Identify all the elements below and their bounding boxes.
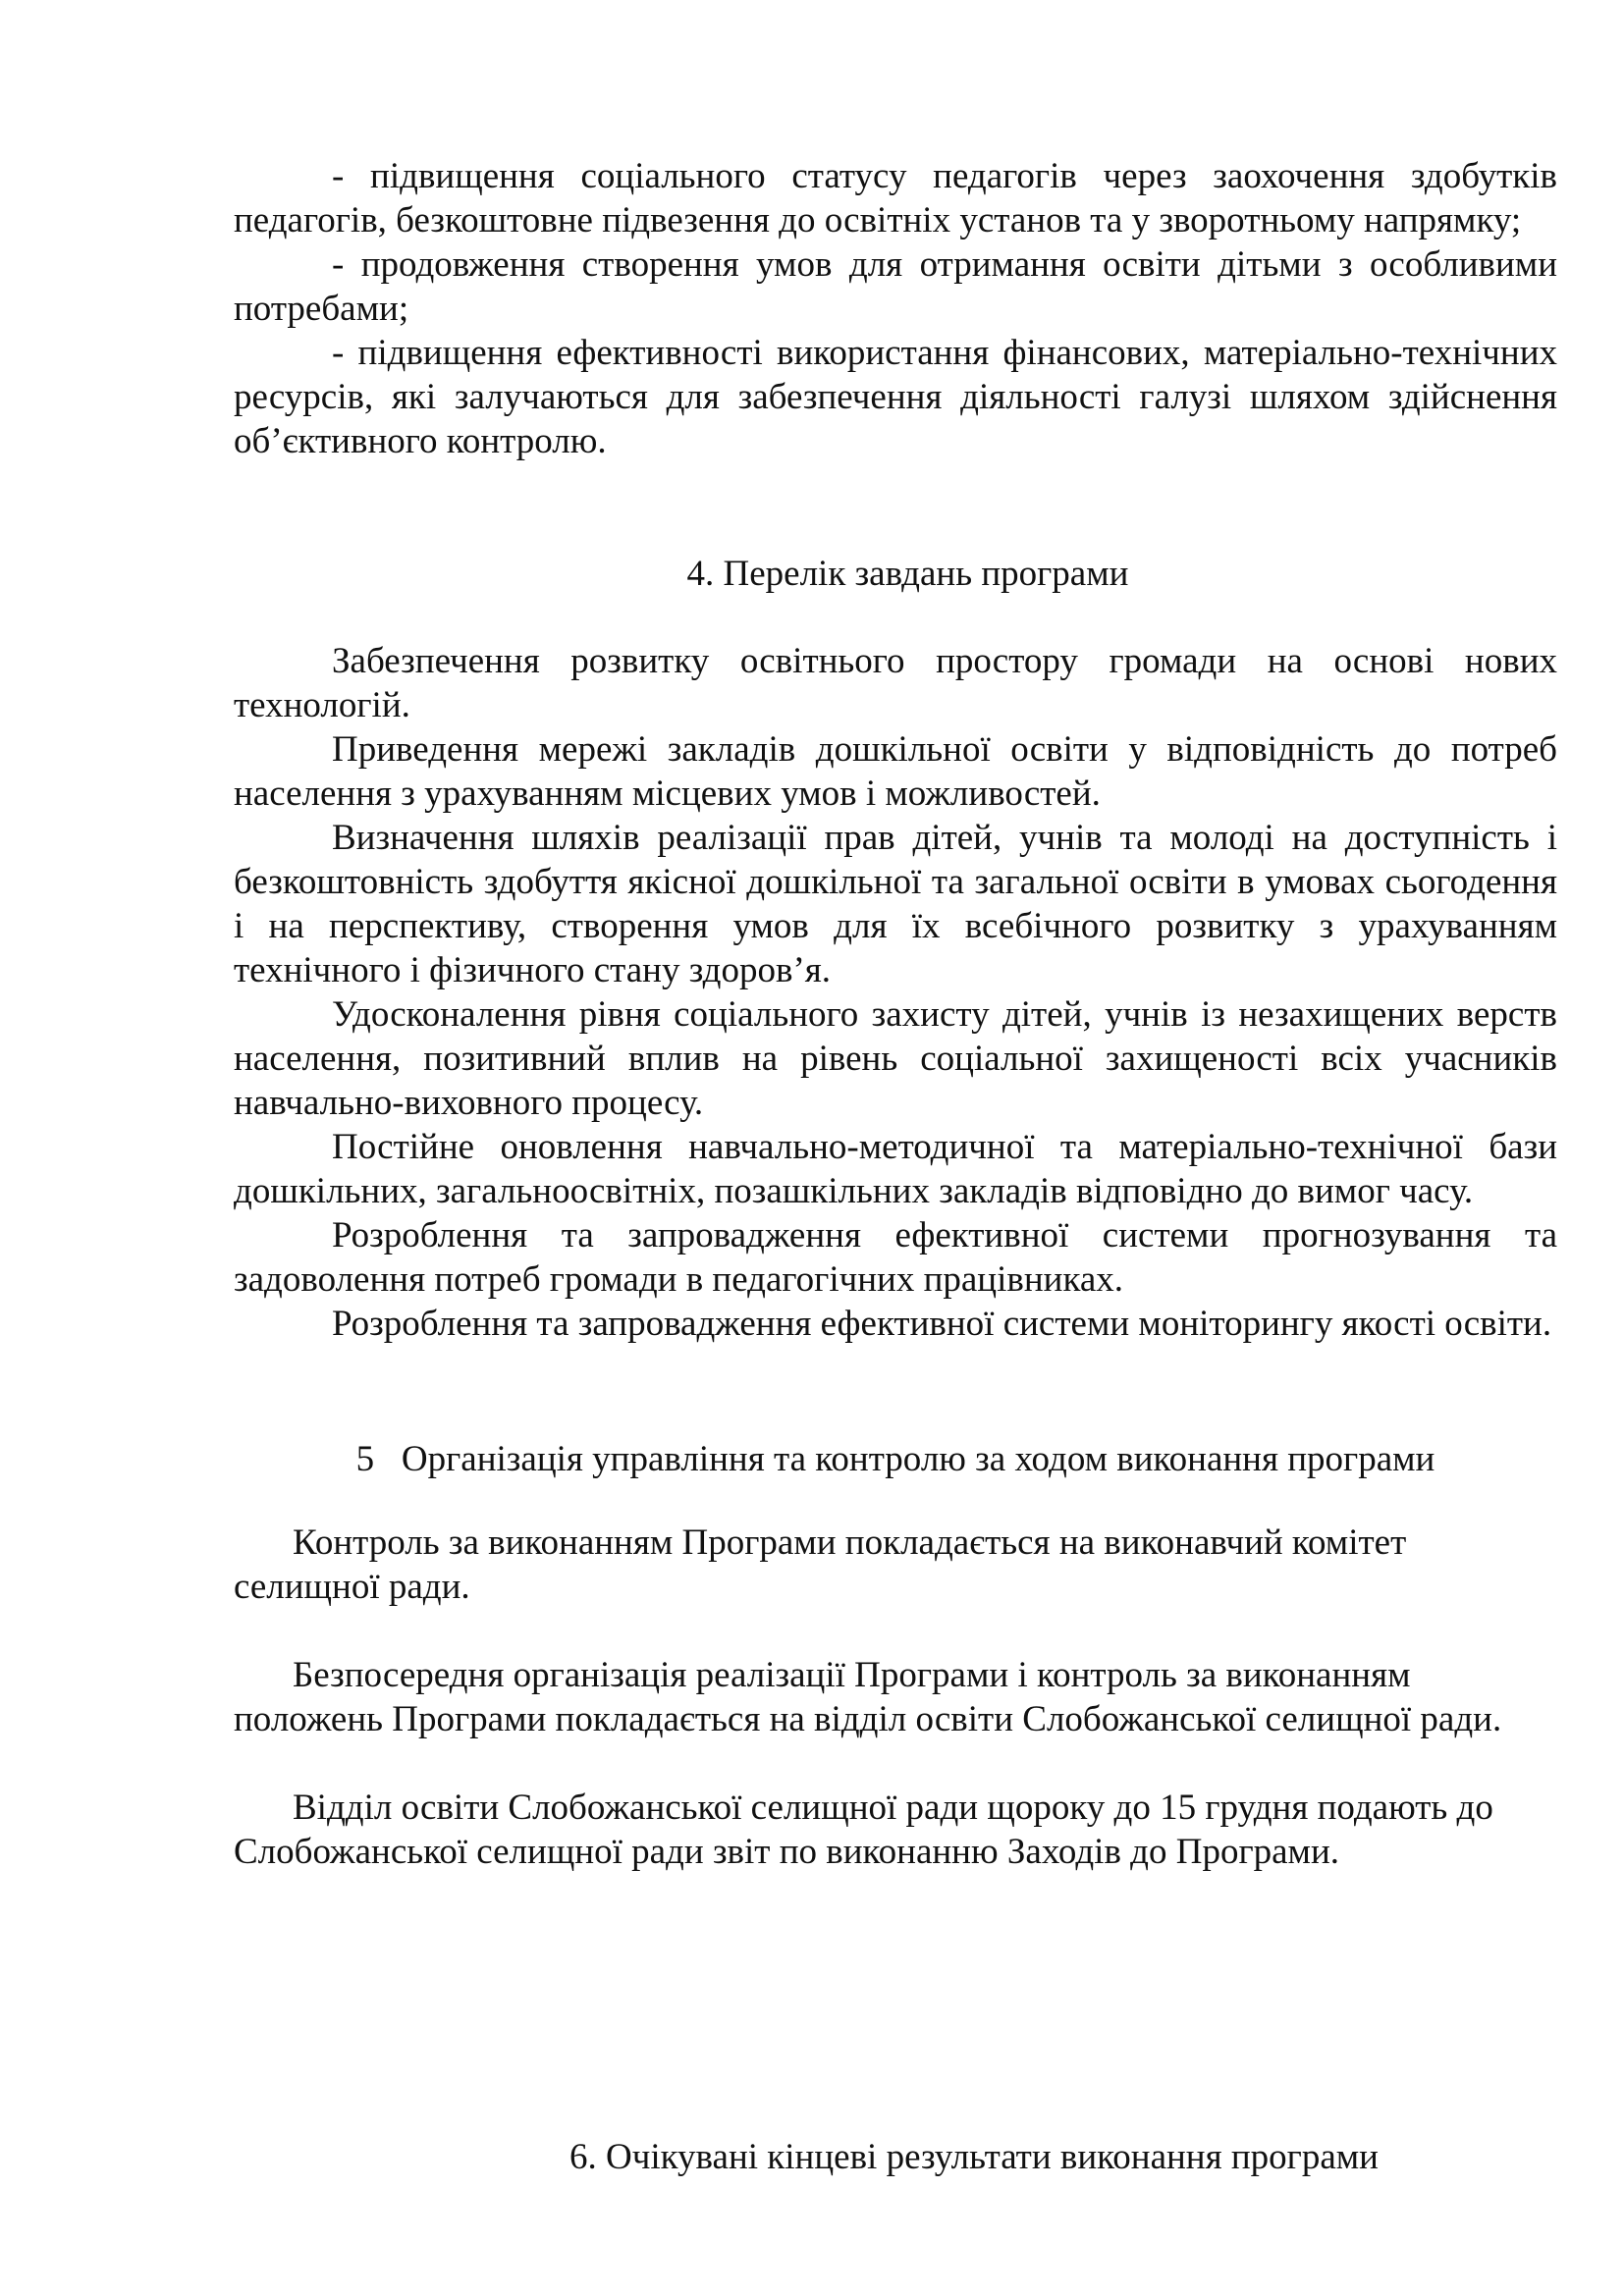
section4-heading-wrap — [234, 552, 1557, 596]
paragraph: Приведення мережі закладів дошкільної освіти у відповідність до потреб населення з урахуванням місцевих умов і можливостей. — [234, 729, 1557, 814]
paragraph: Удосконалення рівня соціального захисту дітей, учнів із незахищених верств населення, позитивний вплив на рівень соціальної захищеності всіх учасників навчально-виховного процесу. — [234, 994, 1557, 1123]
list-item: - підвищення соціального статусу педагогів через заохочення здобутків педагогів, безкоштовне підвезення до освітніх установ та у зворотньому напрямку; — [234, 156, 1557, 240]
section3-list — [234, 154, 1557, 463]
section5-body — [234, 1521, 1557, 1874]
paragraph: Постійне оновлення навчально-методичної та матеріально-технічної бази дошкільних, загальноосвітніх, позашкільних закладів відповідно до вимог часу. — [234, 1127, 1557, 1211]
section5-heading-wrap — [234, 1437, 1557, 1481]
paragraph: Розроблення та запровадження ефективної системи прогнозування та задоволення потреб громади в педагогічних працівниках. — [234, 1215, 1557, 1300]
paragraph: Контроль за виконанням Програми покладається на виконавчий комітет селищної ради. — [234, 1522, 1407, 1607]
list-item: - підвищення ефективності використання фінансових, матеріально-технічних ресурсів, які залучаються для забезпечення діяльності галузі шляхом здійснення об’єктивного контролю. — [234, 333, 1557, 461]
paragraph: Визначення шляхів реалізації прав дітей, учнів та молоді на доступність і безкоштовність здобуття якісної дошкільної та загальної освіти в умовах сьогодення і на перспективу, створення умов для їх всебічного розвитку з урахуванням технічного і фізичного стану здоров’я. — [234, 818, 1557, 990]
paragraph: Розроблення та запровадження ефективної системи моніторингу якості освіти. — [332, 1304, 1552, 1344]
section4-heading: 4. Перелік завдань програми — [686, 554, 1129, 594]
paragraph: Забезпечення розвитку освітнього простору громади на основі нових технологій. — [234, 641, 1557, 725]
section6-heading: 6. Очікувані кінцеві результати виконання програми — [569, 2137, 1379, 2177]
section6-heading-wrap — [234, 2135, 1557, 2179]
list-item: - продовження створення умов для отримання освіти дітьми з особливими потребами; — [234, 244, 1557, 329]
section5-heading: 5 Організація управління та контролю за ходом виконання програми — [355, 1439, 1435, 1479]
paragraph: Безпосередня організація реалізації Програми і контроль за виконанням положень Програми покладається на відділ освіти Слобожанської селищної ради. — [234, 1655, 1502, 1739]
paragraph: Відділ освіти Слобожанської селищної ради щороку до 15 грудня подають до Слобожанської селищної ради звіт по виконанню Заходів до Програми. — [234, 1788, 1493, 1872]
section4-body — [234, 639, 1557, 1346]
